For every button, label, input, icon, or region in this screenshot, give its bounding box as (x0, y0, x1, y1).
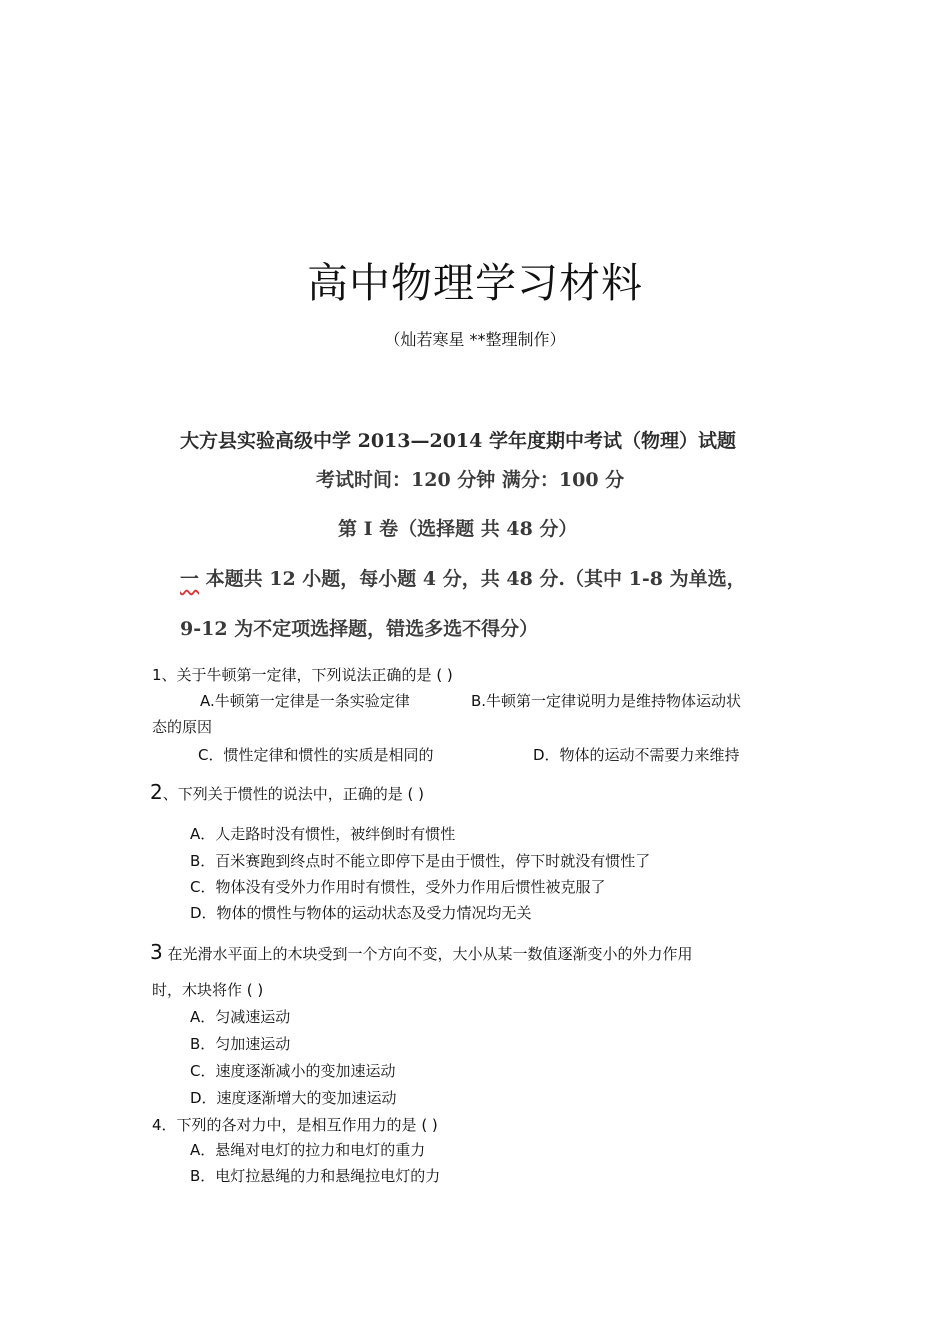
exam-instructions-line-2: 9-12 为不定项选择题，错选多选不得分） (180, 618, 539, 640)
question-4-stem: 4．下列的各对力中，是相互作用力的是 ( ) (152, 1116, 438, 1134)
exam-instructions-line-1 (180, 564, 746, 591)
exam-volume-heading: 第 I 卷（选择题 共 48 分） (338, 518, 578, 540)
question-2-option-b: B．百米赛跑到终点时不能立即停下是由于惯性，停下时就没有惯性了 (190, 852, 651, 870)
instructions-text: 本题共 12 小题，每小题 4 分，共 48 分.（其中 1-8 为单选， (199, 568, 746, 590)
question-3-option-a: A．匀减速运动 (190, 1008, 291, 1026)
exam-info: 考试时间：120 分钟 满分：100 分 (316, 469, 625, 491)
section-number: 一 (180, 568, 200, 590)
question-3-option-b: B．匀加速运动 (190, 1035, 291, 1053)
question-2-stem (150, 780, 424, 804)
question-2-number: 2 (150, 780, 163, 804)
question-4-option-a: A．悬绳对电灯的拉力和电灯的重力 (190, 1141, 426, 1159)
question-3-text: 在光滑水平面上的木块受到一个方向不变，大小从某一数值逐渐变小的外力作用 (162, 945, 693, 963)
question-2-text: 、下列关于惯性的说法中，正确的是 ( ) (162, 785, 424, 803)
question-3-stem-continued: 时，木块将作 ( ) (152, 981, 264, 999)
question-1-option-c: C．惯性定律和惯性的实质是相同的 (198, 746, 434, 764)
question-2-option-c: C．物体没有受外力作用时有惯性，受外力作用后惯性被克服了 (190, 878, 606, 896)
question-2-option-a: A．人走路时没有惯性，被绊倒时有惯性 (190, 825, 456, 843)
question-3-stem (150, 940, 693, 964)
question-1-option-b-continued: 态的原因 (152, 718, 213, 736)
page-subtitle: （灿若寒星 **整理制作） (384, 330, 566, 349)
question-2-option-d: D．物体的惯性与物体的运动状态及受力情况均无关 (190, 904, 532, 922)
exam-title: 大方县实验高级中学 2013—2014 学年度期中考试（物理）试题 (180, 430, 736, 452)
question-3-option-c: C．速度逐渐减小的变加速运动 (190, 1062, 396, 1080)
question-4-option-b: B．电灯拉悬绳的力和悬绳拉电灯的力 (190, 1167, 441, 1185)
question-1-option-d: D．物体的运动不需要力来维持 (533, 746, 740, 764)
question-1-stem: 1、关于牛顿第一定律，下列说法正确的是 ( ) (152, 666, 453, 684)
question-1-option-a: A.牛顿第一定律是一条实验定律 (200, 692, 410, 710)
question-3-number: 3 (150, 940, 163, 964)
question-3-option-d: D．速度逐渐增大的变加速运动 (190, 1089, 397, 1107)
question-1-option-b: B.牛顿第一定律说明力是维持物体运动状 (471, 692, 742, 710)
page-title: 高中物理学习材料 (307, 259, 643, 307)
